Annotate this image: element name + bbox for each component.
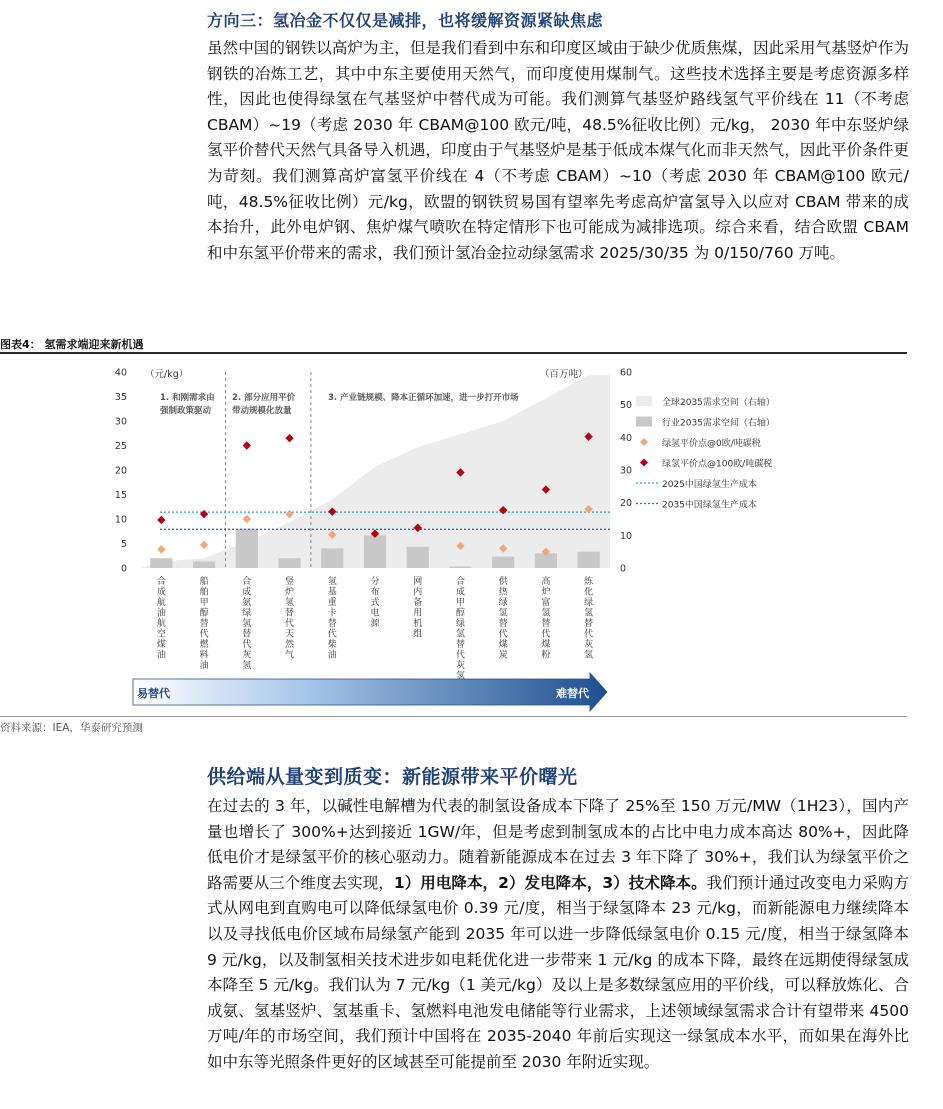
category-label-char: 竖 — [285, 577, 295, 587]
category-label-char: 油 — [156, 608, 166, 619]
phase-label: 带动规模化放量 — [232, 406, 292, 416]
category-label-char: 替 — [199, 619, 209, 629]
category-label-char: 内 — [413, 587, 423, 598]
category-label-char: 绿 — [242, 608, 252, 619]
category-label-char: 代 — [584, 629, 594, 640]
phase-label: 2. 部分应用平价 — [232, 393, 296, 403]
category-label-char: 用 — [413, 608, 423, 619]
category-label-char: 炭 — [498, 650, 508, 661]
bar-industry-2035-demand — [193, 561, 215, 568]
legend-swatch-diamond — [640, 438, 648, 446]
difficulty-arrow — [133, 673, 607, 711]
category-label-char: 代 — [242, 640, 252, 650]
category-label-char: 替 — [541, 619, 551, 629]
category-label-char: 氢 — [327, 577, 337, 587]
category-label-char: 氢 — [498, 608, 508, 619]
bar-industry-2035-demand — [236, 529, 258, 568]
category-label-char: 高 — [541, 577, 551, 587]
category-label-char: 成 — [455, 587, 465, 598]
category-label-char: 气 — [285, 650, 295, 661]
category-label-char: 布 — [370, 587, 380, 598]
legend-swatch-diamond — [640, 459, 648, 467]
bar-industry-2035-demand — [449, 566, 471, 568]
category-label-char: 炉 — [541, 587, 551, 598]
paragraph-bold-text: 1）用电降本，2）发电降本，3）技术降本。 — [393, 873, 707, 892]
category-label-char: 油 — [156, 650, 166, 661]
left-axis-tick: 40 — [114, 367, 127, 379]
category-label-char: 绿 — [584, 598, 594, 608]
category-label-char: 式 — [370, 598, 380, 608]
category-label-char: 天 — [285, 629, 295, 640]
section-paragraph-hydrogen-metallurgy: 虽然中国的钢铁以高炉为主，但是我们看到中东和印度区域由于缺少优质焦煤，因此采用气基竖炉作为钢铁的冶炼工艺，其中中东主要使用天然气，而印度使用煤制气。这些技术选择主要是考虑资源多样性，因此也使得绿氢在气基竖炉中替代成为可能。我们测算气基竖炉路线氢气平价线在 11（不考虑 CBAM）~19（考虑 2030 年 CBAM@100 欧元/吨，48.5%征收比例）元/kg， 2030 年中东竖炉绿氢平价替代天然气具备导入机遇，印度由于气基竖炉是基于低成本煤气化而非天然气，因此平价条件更为苛刻。我们测算高炉富氢平价线在 4（不考虑 CBAM）~10（考虑 2030 年 CBAM@100 欧元/吨，48.5%征收比例）元/kg，欧盟的钢铁贸易国有望率先考虑高炉富氢导入以应对 CBAM 带来的成本抬升，此外电炉钢、焦炉煤气喷吹在特定情形下也可能成为减排选项。综合来看，结合欧盟 CBAM 和中东氢平价带来的需求，我们预计氢冶金拉动绿氢需求 2025/30/35 为 0/150/760 万吨。 — [207, 39, 909, 262]
category-label-char: 航 — [156, 598, 166, 608]
category-label-char: 替 — [584, 619, 594, 629]
category-label-char: 柴 — [327, 640, 337, 650]
bar-industry-2035-demand — [578, 552, 600, 568]
category-label-char: 供 — [498, 577, 508, 587]
category-label-char: 油 — [327, 650, 337, 661]
figure-title: 图表4： 氢需求端迎来新机遇 — [0, 338, 144, 351]
point-parity-0-carbon-tax — [200, 541, 208, 549]
category-label-char: 代 — [498, 629, 508, 640]
left-axis-tick: 20 — [114, 465, 127, 477]
category-label-char: 甲 — [455, 598, 465, 608]
category-label-char: 氢 — [242, 619, 252, 629]
legend-label: 全球2035需求空间（右轴） — [662, 398, 775, 408]
right-axis-unit: （百万吨） — [540, 369, 588, 380]
category-label-char: 代 — [327, 629, 337, 640]
point-parity-0-carbon-tax — [157, 545, 165, 553]
category-label-char: 备 — [413, 598, 423, 608]
category-label-char: 煤 — [498, 640, 508, 650]
category-label-char: 氢 — [541, 608, 551, 619]
point-parity-100-carbon-tax — [243, 441, 251, 449]
category-label-char: 氢 — [242, 661, 252, 671]
right-axis-tick: 10 — [620, 530, 633, 542]
point-parity-100-carbon-tax — [200, 510, 208, 518]
point-parity-0-carbon-tax — [285, 510, 293, 518]
category-label-char: 炼 — [584, 577, 594, 587]
category-label-char: 基 — [327, 587, 337, 598]
left-axis-tick: 5 — [120, 539, 127, 550]
section-heading-hydrogen-metallurgy: 方向三：氢冶金不仅仅是减排，也将缓解资源紧缺焦虑 — [207, 11, 604, 30]
category-label-char: 灰 — [242, 650, 252, 661]
category-label-char: 炉 — [285, 587, 295, 598]
category-label-char: 船 — [199, 577, 209, 587]
category-label-char: 富 — [541, 598, 551, 608]
phase-label: 3. 产业链规模、降本正循环加速，进一步打开市场 — [328, 393, 519, 403]
figure-bottom-rule — [0, 716, 907, 717]
left-axis-tick: 35 — [114, 392, 127, 403]
category-label-char: 燃 — [199, 640, 209, 650]
category-label-char: 替 — [498, 619, 508, 629]
category-label-char: 煤 — [541, 640, 551, 650]
left-axis-tick: 30 — [114, 416, 127, 428]
category-label-char: 料 — [199, 650, 209, 661]
legend-label: 绿氢平价点@100欧/吨碳税 — [662, 459, 773, 470]
legend-label: 行业2035需求空间（右轴） — [662, 418, 775, 429]
paragraph-lead-text: 在过去的 3 年，以碱性电解槽为代表的制氢设备成本下降了 25%至 150 万元/MW（1H23），国内产量也增长了 300%+达到接近 1GW/年，但是考虑到制氢成本的占比中电力成本高达 80%+，因此降低电价才是绿氢平价的核心驱动力。随着新能源成本在过去 3 年下降了 30%+，我们认为绿氢平价之路需要从三个维度去实现， — [207, 797, 909, 892]
category-label-char: 分 — [370, 577, 380, 587]
left-axis-tick: 0 — [120, 563, 127, 575]
category-label-char: 热 — [498, 587, 508, 598]
category-label-char: 代 — [455, 650, 465, 661]
category-label-char: 绿 — [498, 598, 508, 608]
category-label-char: 油 — [199, 661, 209, 671]
category-label-char: 成 — [156, 587, 166, 598]
legend-swatch-area — [636, 396, 652, 406]
section-paragraph-supply-side — [207, 794, 909, 1076]
phase-label: 1. 和刚需求由 — [160, 393, 215, 403]
category-label-char: 卡 — [327, 608, 337, 619]
category-label-char: 醇 — [455, 608, 465, 619]
section-heading-supply-side: 供给端从量变到质变：新能源带来平价曙光 — [207, 766, 578, 788]
category-label-char: 组 — [413, 629, 423, 640]
category-label-char: 源 — [370, 619, 380, 629]
bar-industry-2035-demand — [278, 558, 300, 568]
category-label-char: 氢 — [455, 671, 465, 682]
legend-label: 2035中国绿氢生产成本 — [662, 500, 757, 511]
bar-industry-2035-demand — [492, 557, 514, 568]
category-label-char: 化 — [584, 587, 594, 598]
category-label-char: 醇 — [199, 608, 209, 619]
arrow-left-label: 易替代 — [137, 687, 170, 700]
category-label-char: 网 — [413, 577, 423, 587]
left-axis-tick: 10 — [114, 514, 127, 526]
bar-industry-2035-demand — [321, 548, 343, 568]
bar-industry-2035-demand — [364, 535, 386, 568]
category-label-char: 替 — [327, 619, 337, 629]
category-label-char: 合 — [455, 577, 465, 587]
phase-label: 强制政策驱动 — [160, 406, 212, 416]
left-axis-tick: 15 — [114, 490, 127, 501]
category-label-char: 氢 — [584, 608, 594, 619]
category-label-char: 空 — [156, 629, 166, 640]
category-label-char: 航 — [156, 619, 166, 629]
bar-industry-2035-demand — [407, 547, 429, 568]
category-label-char: 甲 — [199, 598, 209, 608]
category-label-char: 灰 — [455, 661, 465, 671]
paragraph-tail-text: 我们预计通过改变电力采购方式从网电到直购电可以降低绿氢电价 0.39 元/度，相当于绿氢降本 23 元/kg，而新能源电力继续降本以及寻找低电价区域布局绿氢产能到 2035 年可以进一步降低绿氢电价 0.15 元/度，相当于绿氢降本 9 元/kg，以及制氢相关技术进步如电耗优化进一步带来 1 元/kg 的成本下降，最终在远期使得绿氢成本降至 5 元/kg。我们认为 7 元/kg（1 美元/kg）及以上是多数绿氢应用的平价线，可以释放炼化、合成氨、氢基竖炉、氢基重卡、氢燃料电池发电储能等行业需求，上述领域绿氢需求合计有望带来 4500 万吨/年的市场空间，我们预计中国将在 2035-2040 年前后实现这一绿氢成本水平，而如果在海外比如中东等光照条件更好的区域甚至可能提前至 2030 年附近实现。 — [207, 873, 909, 1071]
left-axis-unit: （元/kg） — [145, 369, 189, 380]
category-label-char: 氢 — [584, 650, 594, 661]
right-axis-tick: 40 — [620, 432, 633, 444]
point-parity-0-carbon-tax — [243, 515, 251, 523]
right-axis-tick: 50 — [620, 400, 633, 412]
category-label-char: 灰 — [584, 640, 594, 650]
category-label-char: 机 — [413, 619, 423, 629]
right-axis-tick: 60 — [620, 367, 633, 379]
arrow-right-label: 难替代 — [556, 687, 589, 700]
category-label-char: 替 — [455, 640, 465, 650]
figure-source: 资料来源：IEA，华泰研究预测 — [0, 722, 143, 734]
category-label-char: 成 — [242, 587, 252, 598]
category-label-char: 粉 — [541, 650, 551, 661]
legend-label: 绿氢平价点@0欧/吨碳税 — [662, 439, 761, 449]
category-label-char: 替 — [285, 608, 295, 619]
category-label-char: 合 — [242, 577, 252, 587]
right-axis-tick: 20 — [620, 498, 633, 510]
category-label-char: 代 — [199, 629, 209, 640]
hydrogen-demand-chart — [0, 356, 907, 716]
category-label-char: 重 — [327, 598, 337, 608]
left-axis-tick: 25 — [114, 441, 127, 452]
bar-industry-2035-demand — [150, 558, 172, 568]
figure-top-rule — [0, 352, 907, 354]
category-label-char: 舶 — [199, 587, 209, 598]
category-label-char: 煤 — [156, 640, 166, 650]
category-label-char: 替 — [242, 629, 252, 640]
right-axis-tick: 30 — [620, 465, 633, 477]
category-label-char: 氢 — [455, 629, 465, 640]
category-label-char: 氨 — [242, 598, 252, 608]
category-label-char: 然 — [285, 640, 295, 650]
category-label-char: 代 — [541, 629, 551, 640]
category-label-char: 电 — [370, 608, 380, 619]
category-label-char: 代 — [285, 619, 295, 629]
category-label-char: 氢 — [285, 598, 295, 608]
category-label-char: 绿 — [455, 619, 465, 629]
point-parity-100-carbon-tax — [285, 434, 293, 442]
right-axis-tick: 0 — [620, 563, 627, 575]
legend-label: 2025中国绿氢生产成本 — [662, 480, 757, 490]
category-label-char: 合 — [156, 577, 166, 587]
point-parity-100-carbon-tax — [157, 516, 165, 524]
legend-swatch-bar — [636, 417, 652, 427]
